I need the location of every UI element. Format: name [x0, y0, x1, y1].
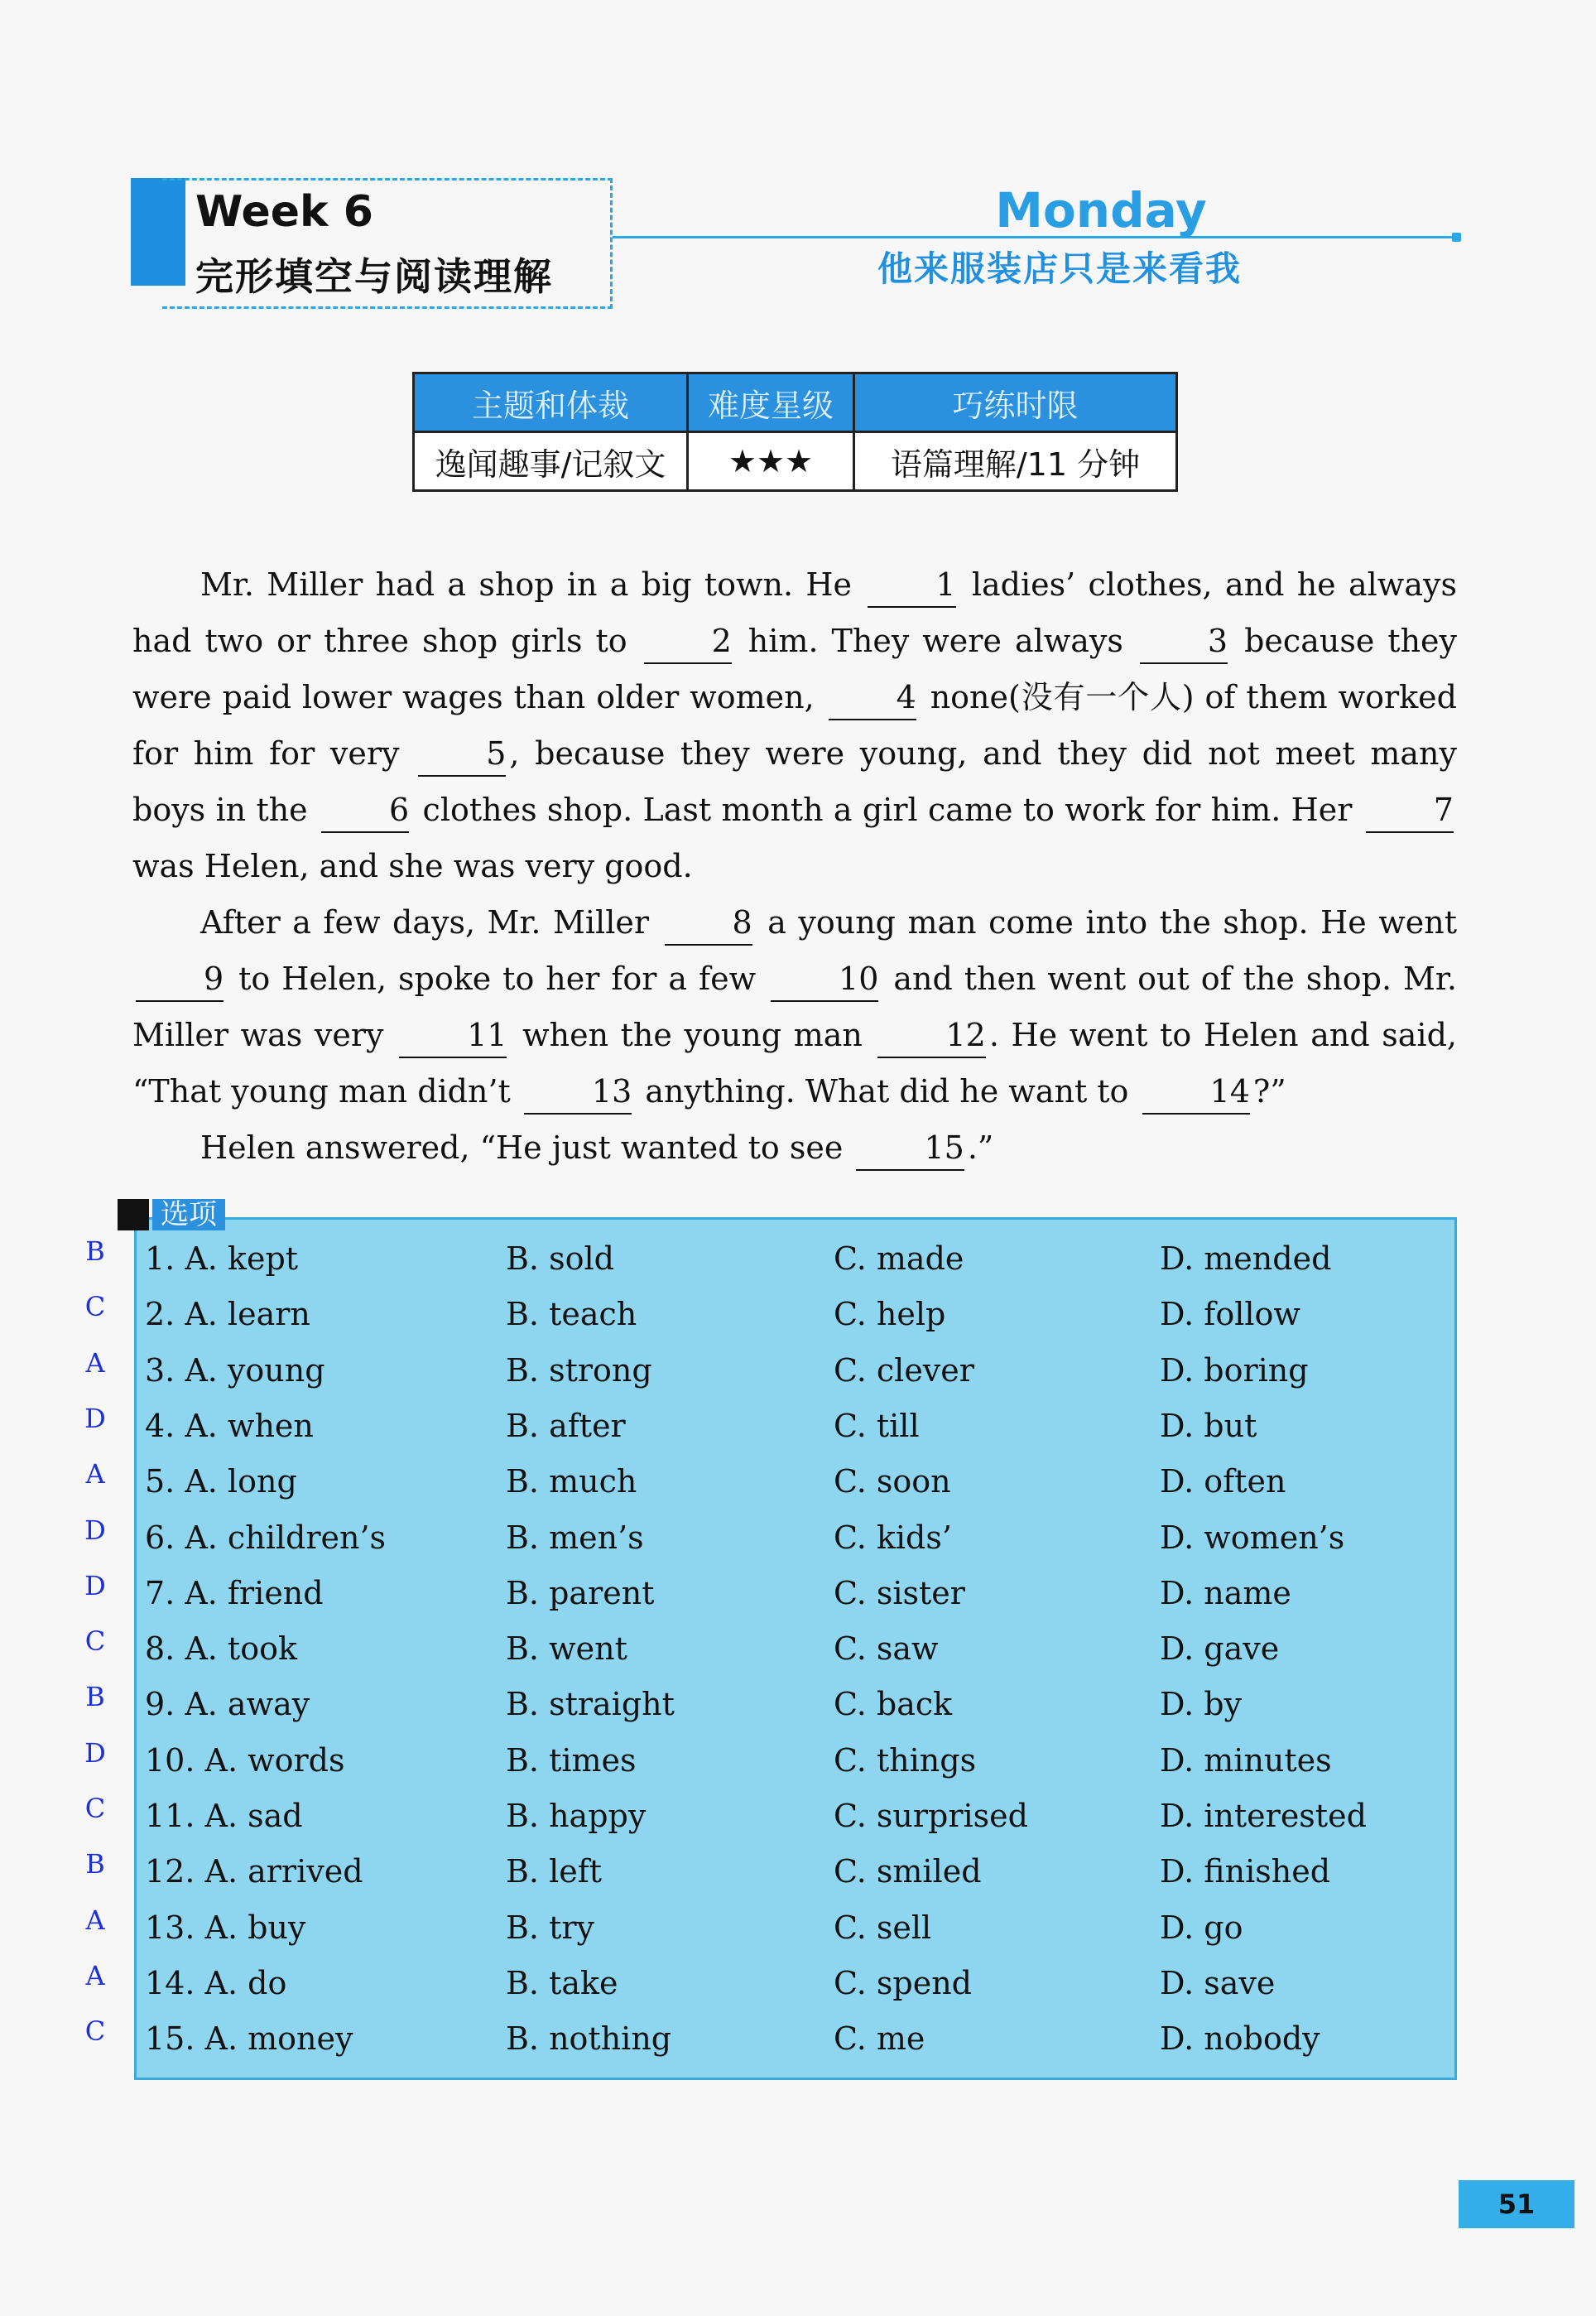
option-b: B. went	[506, 1630, 627, 1668]
info-value-time: 语篇理解/11 分钟	[854, 432, 1177, 491]
option-d: D. by	[1160, 1686, 1243, 1723]
info-header-time: 巧练时限	[854, 373, 1177, 432]
cloze-passage	[132, 556, 1457, 1176]
passage-text: because they were paid lower wages than older women,	[132, 623, 1457, 715]
blank-8: 8	[665, 901, 752, 946]
option-a: 6. A. children’s	[145, 1519, 387, 1556]
info-header-topic: 主题和体裁	[414, 373, 688, 432]
option-row	[137, 1956, 1459, 2011]
option-row	[137, 1343, 1459, 1399]
handwritten-answer: D	[84, 1402, 106, 1434]
passage-text: when the young man	[522, 1017, 863, 1053]
day-label: Monday	[995, 182, 1207, 238]
option-d: D. but	[1160, 1407, 1257, 1444]
option-b: B. men’s	[506, 1519, 644, 1556]
passage-text: was Helen, and she was very good.	[132, 848, 693, 884]
passage-text: . He went to Helen and said, “That young man didn’t	[132, 1017, 1457, 1110]
info-header-difficulty: 难度星级	[688, 373, 854, 432]
option-b: B. try	[506, 1909, 594, 1946]
option-row	[137, 1900, 1459, 1956]
passage-text: , because they were young, and they did not meet many boys in the	[132, 735, 1457, 828]
option-row	[137, 1399, 1459, 1454]
paragraph-2	[132, 894, 1457, 1119]
option-b: B. much	[506, 1463, 637, 1500]
option-a: 3. A. young	[145, 1351, 325, 1389]
passage-text: a young man come into the shop. He went	[767, 904, 1457, 941]
info-table-header-row	[414, 373, 1177, 432]
passage-text: none(没有一个人) of them worked for him for very	[132, 679, 1457, 772]
option-b: B. teach	[506, 1296, 637, 1333]
option-d: D. name	[1160, 1574, 1291, 1611]
blank-11: 11	[399, 1014, 507, 1058]
option-b: B. times	[506, 1741, 637, 1779]
option-row	[137, 1733, 1459, 1789]
handwritten-answer: D	[84, 1514, 106, 1546]
option-c: C. clever	[834, 1351, 974, 1389]
option-b: B. sold	[506, 1240, 614, 1277]
passage-text: to Helen, spoke to her for a few	[238, 961, 757, 997]
option-b: B. take	[506, 1964, 618, 2001]
week-label: Week 6	[195, 187, 373, 237]
option-row	[137, 2011, 1459, 2067]
option-row	[137, 1621, 1459, 1677]
option-c: C. kids’	[834, 1519, 952, 1556]
option-a: 2. A. learn	[145, 1296, 310, 1333]
option-row	[137, 1566, 1459, 1621]
info-table	[412, 372, 1178, 492]
option-d: D. often	[1160, 1463, 1286, 1500]
option-a: 5. A. long	[145, 1463, 297, 1500]
option-row	[137, 1789, 1459, 1844]
option-d: D. nobody	[1160, 2020, 1320, 2058]
blank-7: 7	[1366, 788, 1454, 833]
handwritten-answer: C	[84, 1625, 106, 1658]
option-c: C. things	[834, 1741, 977, 1779]
option-c: C. saw	[834, 1630, 939, 1668]
info-value-topic: 逸闻趣事/记叙文	[414, 432, 688, 491]
option-d: D. minutes	[1160, 1741, 1332, 1779]
passage-text: and then went out of the shop. Mr. Miller was very	[132, 961, 1457, 1053]
option-d: D. finished	[1160, 1853, 1331, 1890]
options-marker	[118, 1199, 149, 1230]
handwritten-answer: D	[84, 1736, 106, 1769]
passage-text: ladies’ clothes, and he always had two or three shop girls to	[132, 566, 1457, 659]
option-b: B. happy	[506, 1798, 647, 1834]
option-row	[137, 1454, 1459, 1509]
option-a: 9. A. away	[145, 1686, 310, 1723]
section-title: 完形填空与阅读理解	[195, 254, 553, 299]
passage-text: him. They were always	[748, 623, 1123, 659]
blank-15: 15	[856, 1126, 964, 1171]
passage-text: anything. What did he want to	[645, 1073, 1129, 1110]
handwritten-answer: C	[84, 1291, 106, 1323]
info-table-value-row	[414, 432, 1177, 491]
option-c: C. smiled	[834, 1853, 982, 1890]
passage-text: .”	[967, 1129, 994, 1166]
option-d: D. boring	[1160, 1351, 1309, 1389]
option-c: C. help	[834, 1296, 946, 1333]
option-d: D. gave	[1160, 1630, 1280, 1668]
handwritten-answer: C	[84, 2015, 106, 2048]
option-d: D. women’s	[1160, 1519, 1345, 1556]
option-b: B. after	[506, 1407, 626, 1444]
option-a: 7. A. friend	[145, 1574, 324, 1611]
blank-1: 1	[868, 563, 955, 608]
option-b: B. nothing	[506, 2020, 672, 2058]
option-c: C. me	[834, 2020, 925, 2058]
option-a: 10. A. words	[145, 1741, 345, 1779]
passage-text: After a few days, Mr. Miller	[200, 904, 650, 941]
option-c: C. sister	[834, 1574, 965, 1611]
passage-text: ?”	[1252, 1073, 1286, 1110]
option-d: D. save	[1160, 1964, 1276, 2001]
blank-3: 3	[1140, 619, 1228, 664]
option-a: 12. A. arrived	[145, 1853, 363, 1890]
option-c: C. back	[834, 1686, 953, 1723]
option-c: C. sell	[834, 1909, 932, 1946]
handwritten-answer: A	[85, 1346, 105, 1379]
blank-5: 5	[418, 732, 506, 777]
option-b: B. left	[506, 1853, 603, 1890]
option-a: 8. A. took	[145, 1630, 297, 1668]
paragraph-3	[132, 1119, 1457, 1176]
blank-9: 9	[136, 957, 224, 1002]
handwritten-answer: C	[84, 1793, 106, 1824]
option-a: 1. A. kept	[145, 1240, 299, 1277]
passage-text: Mr. Miller had a shop in a big town. He	[200, 566, 853, 603]
option-row	[137, 1231, 1459, 1287]
option-a: 11. A. sad	[145, 1798, 303, 1834]
passage-text: Helen answered, “He just wanted to see	[200, 1129, 844, 1166]
paragraph-1	[132, 556, 1457, 894]
options-panel	[134, 1217, 1457, 2080]
blank-13: 13	[524, 1070, 632, 1115]
option-row	[137, 1287, 1459, 1342]
handwritten-answer: D	[84, 1569, 106, 1601]
option-c: C. soon	[834, 1463, 951, 1500]
blank-2: 2	[644, 619, 732, 664]
option-a: 13. A. buy	[145, 1909, 306, 1946]
handwritten-answer: A	[85, 1458, 105, 1490]
option-b: B. strong	[506, 1351, 652, 1389]
option-a: 14. A. do	[145, 1964, 287, 2001]
handwritten-answer: A	[85, 1959, 105, 1991]
option-c: C. surprised	[834, 1798, 1028, 1834]
handwritten-answer: B	[85, 1235, 105, 1267]
option-d: D. interested	[1160, 1798, 1367, 1834]
header-divider-end	[1452, 233, 1461, 242]
blank-14: 14	[1142, 1070, 1250, 1115]
passage-subtitle: 他来服装店只是来看我	[877, 248, 1242, 289]
blank-10: 10	[771, 957, 878, 1002]
option-d: D. mended	[1160, 1240, 1332, 1277]
info-value-difficulty: ★★★	[688, 432, 854, 491]
blank-6: 6	[321, 788, 409, 833]
handwritten-answer: B	[85, 1681, 105, 1713]
option-a: 15. A. money	[145, 2020, 353, 2058]
option-b: B. parent	[506, 1574, 655, 1611]
page-number: 51	[1459, 2180, 1574, 2228]
option-row	[137, 1677, 1459, 1732]
option-c: C. spend	[834, 1964, 972, 2001]
option-c: C. till	[834, 1407, 920, 1444]
blank-4: 4	[829, 676, 916, 720]
blank-12: 12	[877, 1014, 985, 1058]
option-row	[137, 1844, 1459, 1900]
passage-text: clothes shop. Last month a girl came to work for him. Her	[422, 792, 1353, 828]
option-c: C. made	[834, 1240, 964, 1277]
handwritten-answer: A	[85, 1904, 105, 1936]
handwritten-answer: B	[85, 1848, 105, 1880]
options-label: 选项	[152, 1199, 225, 1230]
option-a: 4. A. when	[145, 1407, 314, 1444]
option-d: D. follow	[1160, 1296, 1300, 1333]
option-b: B. straight	[506, 1686, 675, 1723]
option-row	[137, 1510, 1459, 1566]
option-d: D. go	[1160, 1909, 1243, 1946]
